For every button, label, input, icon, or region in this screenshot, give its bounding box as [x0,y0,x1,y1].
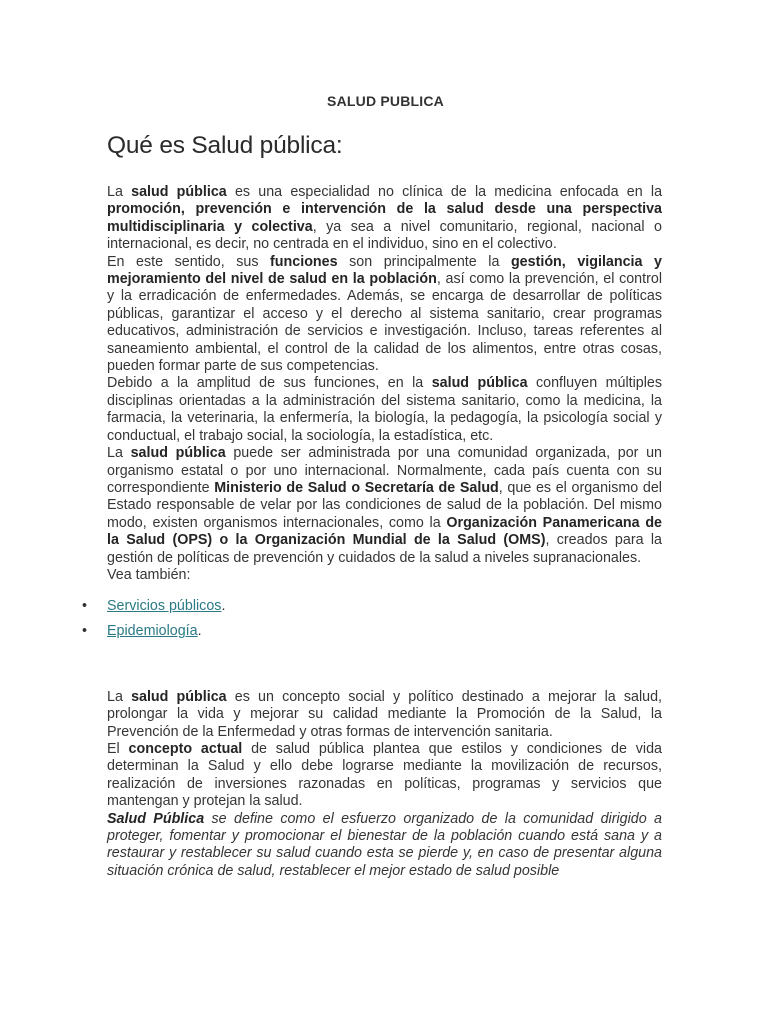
text-run: es una especialidad no clínica de la medicina enfocada en la [226,184,663,200]
text-run: se define como el esfuerzo organizado de la comunidad dirigido a proteger, fomentar y promocionar el bienestar de la población cuando está sana y a restaurar y restablecer su salud cuando esta se pierde y, en caso de presentar alguna situación crónica de salud, restablecer el mejor estado de salud posible [107,810,662,879]
link-epidemiologia[interactable]: Epidemiología [107,623,198,640]
list-item [82,623,662,640]
text-run: La [107,184,132,200]
second-section [107,689,662,880]
text-run: Debido a la amplitud de sus funciones, en la [107,375,432,392]
bold-term: salud pública [431,375,528,392]
paragraph-definition [107,184,662,254]
paragraph-administration [107,445,662,567]
text-run: es un concepto social y político destinado a mejorar la salud, prolongar la vida y mejorar su calidad mediante la Promoción de la Salud, la Prevención de la Enfermedad y otras formas de intervención sanitaria. [107,688,663,740]
text-run: confluyen múltiples disciplinas orientadas a la administración del sistema sanitario, como la medicina, la farmacia, la veterinaria, la enfermería, la biología, la pedagogía, la psicología social y conductual, el trabajo social, la sociología, la estadística, etc. [107,375,663,444]
bold-term: salud pública [130,445,226,462]
bold-term: promoción, prevención e intervención de la salud desde una perspectiva multidisciplinaria y colectiva [107,201,662,235]
text-run: , creados para la gestión de políticas de prevención y cuidados de la salud a niveles supranacionales. [107,532,662,566]
page-heading: Qué es Salud pública: [107,132,343,159]
text-run: , así como la prevención, el control y la erradicación de enfermedades. Además, se encarga de desarrollar de políticas públicas, garantizar el acceso y el derecho al sistema sanitario, crear programas educativos, administración de servicios e investigación. Incluso, tareas referentes al saneamiento ambiental, el control de la calidad de los alimentos, entre otras cosas, pueden formar parte de sus competencias. [107,271,662,375]
bold-term: funciones [270,253,338,270]
text-run: El [107,740,129,757]
text-run: de salud pública plantea que estilos y condiciones de vida determinan la Salud y ello debe lograrse mediante la movilización de recursos, realización de inversiones razonadas en políticas, programas y servicios que mantengan y protejan la salud. [107,740,662,810]
paragraph-current-concept [107,741,662,811]
bold-term: salud pública [131,184,227,200]
link-suffix: . [197,623,202,640]
bold-term: Organización Panamericana de la Salud (OPS) o la Organización Mundial de la Salud (OMS) [107,514,663,549]
bold-term: Salud Pública [107,810,205,827]
document-title: SALUD PUBLICA [327,93,444,109]
list-item [82,598,662,615]
link-servicios-publicos[interactable]: Servicios públicos [107,598,222,615]
text-run: , ya sea a nivel comunitario, regional, nacional o internacional, es decir, no centrada en el individuo, sino en el colectivo. [107,218,662,253]
paragraph-definition-italic [107,811,662,881]
paragraph-disciplines [107,375,662,445]
bold-term: Ministerio de Salud o Secretaría de Salud [214,479,499,496]
bold-term: concepto actual [128,740,243,757]
bold-term: salud pública [131,688,227,705]
text-run: , que es el organismo del Estado responsable de velar por las condiciones de salud de la población. Del mismo modo, existen organismos internacionales, como la [107,479,662,531]
bold-term: gestión, vigilancia y mejoramiento del nivel de salud en la población [107,253,662,288]
see-also-list [82,598,662,640]
paragraph-concept [107,689,662,741]
text-run: son principalmente la [337,253,511,270]
text-run: La [107,688,132,705]
text-run: La [107,445,131,462]
bullet-icon: • [82,598,88,615]
bullet-icon: • [82,623,88,640]
paragraph-functions [107,254,662,376]
text-run: puede ser administrada por una comunidad organizada, por un organismo estatal o por uno internacional. Normalmente, cada país cuenta con su correspondiente [107,445,663,496]
text-run: En este sentido, sus [107,253,271,270]
link-suffix: . [221,598,226,615]
see-also-label: Vea también: [107,566,191,583]
